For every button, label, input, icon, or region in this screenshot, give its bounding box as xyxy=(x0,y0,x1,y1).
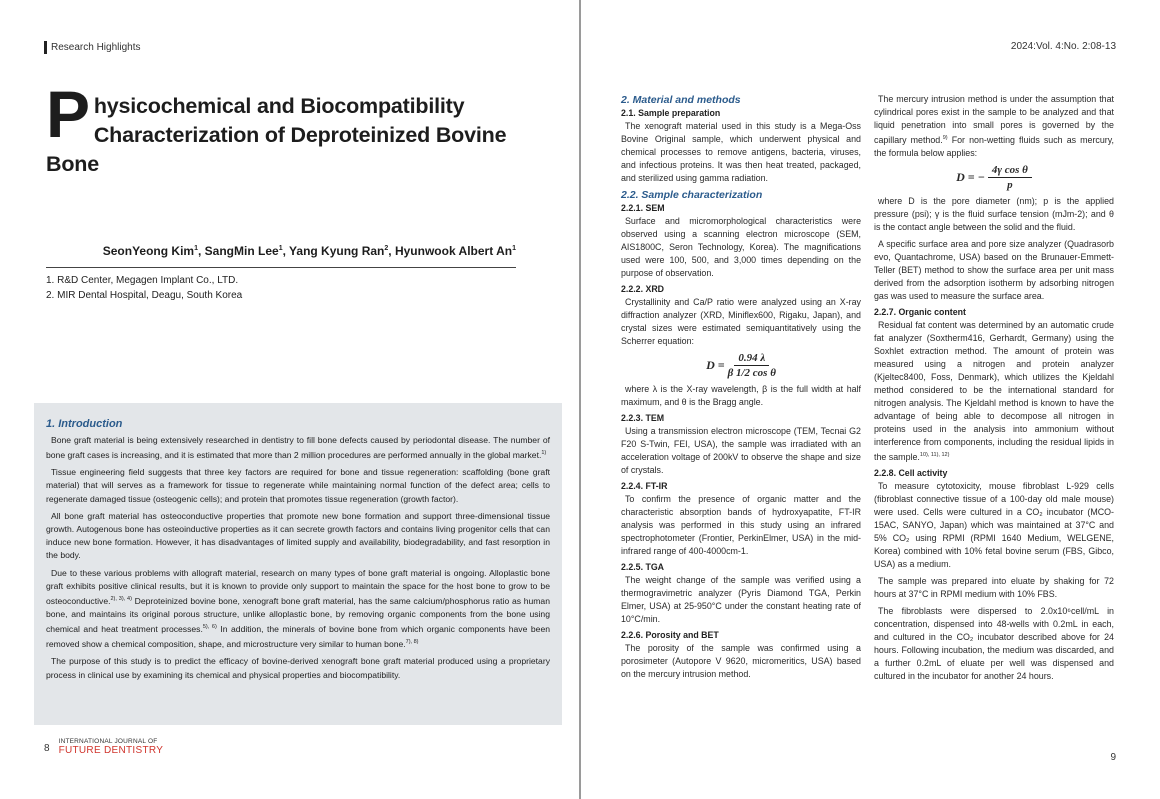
page-number-right: 9 xyxy=(1110,752,1116,763)
body-paragraph: Surface and micromorphological characteristics were observed using a scanning electron microscope (SEM, AIS1800C, Seron Technology, Korea). The magnifications used were 100, 500, and 3,000 times depending on the purpose of observation. xyxy=(621,216,861,278)
eq-fraction xyxy=(988,164,1032,191)
citation-ref: 1) xyxy=(541,450,547,457)
running-head-right: 2024:Vol. 4:No. 2:08-13 xyxy=(1010,41,1116,52)
body-text: For non-wetting fluids such as mercury, the formula below applies: xyxy=(874,134,1115,158)
affiliation-item: 2. MIR Dental Hospital, Deagu, South Korea xyxy=(46,290,243,301)
affiliation-item: 1. R&D Center, Megagen Implant Co., LTD. xyxy=(46,275,239,286)
affiliations xyxy=(46,273,242,303)
intro-paragraph: Tissue engineering field suggests that three key factors are required for bone and tissue regeneration: scaffolding (bone graft material) that will serves as a framework for tissue to regenerate while maintaining normal function of the defect area; cells to regenerate damaged tissue (osteogenic cells); and protein that promotes tissue regeneration (growth factor). xyxy=(46,467,550,504)
author-name: SeonYeong Kim xyxy=(102,244,195,258)
introduction-heading: 1. Introduction xyxy=(46,418,123,430)
author-affil-mark: 1 xyxy=(194,245,198,252)
author-name: Hyunwook Albert An xyxy=(394,244,513,258)
eq-lhs: D xyxy=(956,169,965,184)
citation-ref: 5), 6) xyxy=(202,624,217,631)
right-page xyxy=(581,0,1160,799)
subsection-heading: 2.2.6. Porosity and BET xyxy=(621,630,719,640)
subsection-heading: 2.2.7. Organic content xyxy=(874,306,966,317)
article-title xyxy=(46,77,536,179)
page-number-left: 8 xyxy=(44,743,50,754)
intro-p4a-text: Due to these various problems with allograft material, research on many types of bone graft material is ongoing. Alloplastic bone graft exhibits positive clinical results, but it is known to provide only support to maintain the space for the host bone to grow to be osteoconductive. xyxy=(46,567,550,606)
body-paragraph: The fibroblasts were dispersed to 2.0x10⁶cell/mL in concentration, dispensed into 48-wells with 0.2mL in each, and cultured in the CO₂ incubator described above for 24 hours. Following incubation, the medium was discarded, and a further 0.2mL of eluate per well was dispensed and cultured in the incubator for another 24 hours. xyxy=(874,605,1114,681)
journal-name-line1: INTERNATIONAL JOURNAL OF xyxy=(58,738,158,745)
body-paragraph xyxy=(874,319,1114,464)
author-sep: , xyxy=(282,244,290,258)
author-affil-mark: 1 xyxy=(512,245,516,252)
citation-ref: 9) xyxy=(942,135,948,141)
subsection-heading: 2.2.5. TGA xyxy=(621,562,665,572)
eq-denominator: p xyxy=(1007,178,1013,191)
section-heading: 2.2. Sample characterization xyxy=(621,189,763,201)
eq-fraction xyxy=(728,352,776,379)
running-head-text: Research Highlights xyxy=(51,42,141,53)
subsection-heading: 2.2.2. XRD xyxy=(621,284,665,294)
author-affil-mark: 1 xyxy=(278,245,283,252)
intro-paragraph: The purpose of this study is to predict the efficacy of bovine-derived xenograft bone graft material produced using a proprietary process in clinical use by examining its chemical and physical properties and biocompatibility. xyxy=(46,656,550,680)
citation-ref: 10), 11), 12) xyxy=(919,451,950,458)
journal-name-line2: FUTURE DENTISTRY xyxy=(58,745,164,756)
title-dropcap: P xyxy=(46,77,90,151)
title-text: hysicochemical and Biocompatibility Characterization of Deproteinized Bovine Bone xyxy=(46,94,507,176)
author-list xyxy=(46,244,516,258)
left-page xyxy=(0,0,579,799)
intro-paragraph: All bone graft material has osteoconductive properties that promote new bone formation and support three-dimensional tissue growth. Autogenous bone has osteoinductive properties as it can secrete growth factors and contains living progenitor cells that can induce new bone formation. However, it has disadvantages of limited supply and availability, biodegradability, and fast resorption in the body. xyxy=(46,510,550,561)
body-paragraph: where D is the pore diameter (nm); p is the applied pressure (psi); γ is the fluid surface tension (mJm-2); and θ is the contact angle between the solid and the fluid. xyxy=(874,195,1114,232)
body-paragraph: The xenograft material used in this study is a Mega-Oss Bovine Original sample, which underwent physical and chemical processes to remove antigens, bacteria, viruses, and infectious proteins. It was then heat treated, packaged, and sterilized using gamma radiation. xyxy=(621,121,861,183)
intro-paragraph xyxy=(46,567,550,652)
citation-ref: 7), 8) xyxy=(405,639,419,646)
author-name: Yang Kyung Ran xyxy=(289,244,385,258)
introduction-box xyxy=(34,403,562,725)
body-paragraph: The sample was prepared into eluate by shaking for 72 hours at 37°C in RPMI medium with 10% FBS. xyxy=(874,575,1114,599)
eq-sign: = xyxy=(717,358,725,372)
body-paragraph xyxy=(874,93,1114,160)
section-heading: 2. Material and methods xyxy=(621,94,741,106)
intro-paragraph xyxy=(46,434,550,462)
author-sep: , xyxy=(388,244,395,258)
intro-p4c-text: In addition, the minerals of bovine bone from which organic components have been removed show a chemical composition, shape, and microstructure very similar to human bone. xyxy=(46,624,551,650)
body-paragraph: The porosity of the sample was confirmed using a porosimeter (Autopore V 9620, micromeritics, USA) based on the mercury intrusion method. xyxy=(621,643,861,679)
footer-left xyxy=(44,738,163,756)
citation-ref: 2), 3), 4) xyxy=(110,596,132,603)
eq-numerator: 4γ cos θ xyxy=(988,164,1032,178)
body-paragraph: Crystallinity and Ca/P ratio were analyzed using an X-ray diffraction analyzer (XRD, Miniflex600, Rigaku, Japan), and crystal sizes were estimated semiquantitatively using the Scherrer equation: xyxy=(621,297,861,346)
subsection-heading: 2.2.3. TEM xyxy=(621,413,665,423)
eq-denominator: β 1/2 cos θ xyxy=(727,367,776,379)
subsection-heading: 2.2.8. Cell activity xyxy=(874,467,948,478)
body-paragraph: To confirm the presence of organic matter and the characteristic absorption bands of hydroxyapatite, FT-IR analysis was performed in this study using an infrared spectrophotometer (Frontier, PerkinElmer, USA) in the mid-infrared range of 400-4000cm-1. xyxy=(621,494,861,556)
author-sep: , xyxy=(198,244,205,258)
body-paragraph: The weight change of the sample was verified using a thermogravimetric analyzer (Pyris Diamond TGA, Perkin Elmer, USA) at 25-950°C under the constant heating rate of 10°C/min. xyxy=(621,575,861,624)
eq-sign: = − xyxy=(967,169,985,184)
subsection-heading: 2.2.4. FT-IR xyxy=(621,481,668,491)
column-right xyxy=(874,93,1114,687)
subsection-heading: 2.2.1. SEM xyxy=(621,203,665,213)
subsection-heading: 2.1. Sample preparation xyxy=(621,108,721,118)
body-paragraph: where λ is the X-ray wavelength, β is the full width at half maximum, and θ is the Bragg angle. xyxy=(621,384,861,407)
eq-numerator: 0.94 λ xyxy=(734,352,769,366)
washburn-equation xyxy=(874,164,1114,191)
intro-p4b-text: Deproteinized bovine bone, xenograft bone graft material, has the same calcium/phosphorus ratio as human bone, and maintains its original porous structure, unlike alloplastic bone, by removing organic components from the bone using chemical and heat treatment processes. xyxy=(46,595,550,635)
running-head-left xyxy=(44,41,141,54)
body-text: The mercury intrusion method is under the assumption that cylindrical pores exist in the sample to be analyzed and that liquid penetration into small pores is governed by the capillary method. xyxy=(874,94,1114,145)
body-paragraph: To measure cytotoxicity, mouse fibroblast L-929 cells (fibroblast connective tissue of a 100-day old male mouse) were used. Cells were cultured in a CO₂ incubator (MCO-15AC, SANYO, Japan) which was maintained at 37°C and 5% CO₂ using RPMI (RPMI 1640 Medium, WELGENE, Korea) combined with 10% fetal bovine serum (FBS, Gibco, USA) as a medium. xyxy=(874,480,1114,569)
body-paragraph: Using a transmission electron microscope (TEM, Tecnai G2 F20 S-Twin, FEI, USA), the sample was irradiated with an acceleration voltage of 200kV to observe the shape and size of crystals. xyxy=(621,426,861,475)
journal-logo xyxy=(59,738,164,756)
author-divider xyxy=(46,267,516,268)
running-head-bar xyxy=(44,41,47,54)
author-affil-mark: 2 xyxy=(384,245,389,252)
column-left xyxy=(621,93,861,685)
scherrer-equation xyxy=(621,352,861,379)
eq-lhs: D xyxy=(706,358,715,372)
body-text: Residual fat content was determined by an automatic crude fat analyzer (Soxtherm416, Gerhardt, Germany) using the Soxhlet extraction method. The amount of protein was measured using a nitrogen and protein analyzer (Kjeltec8400, Foss, Denmark), which utilizes the Kjeldahl method considered to be the international standard for nitrogen analysis. The Kjeldahl method is known to have the advantage of being able to decompose all nitrogen in proteins used in the analysis into ammonium without interference from components, including the residual lipids in the sample. xyxy=(874,319,1114,462)
author-name: SangMin Lee xyxy=(204,244,279,258)
intro-p1-text: Bone graft material is being extensively researched in dentistry to fill bone defects caused by periodontal disease. The number of bone graft cases is increasing, and it is estimated that more than 2 million procedures are performed annually in the global market. xyxy=(46,435,550,461)
body-paragraph: A specific surface area and pore size analyzer (Quadrasorb evo, Quantachrome, USA) based on the Brunauer-Emmett-Teller (BET) method to show the surface area per unit mass derived from the adsorption isotherm by adsorbing nitrogen gas was used to measure the surface area. xyxy=(874,238,1114,301)
